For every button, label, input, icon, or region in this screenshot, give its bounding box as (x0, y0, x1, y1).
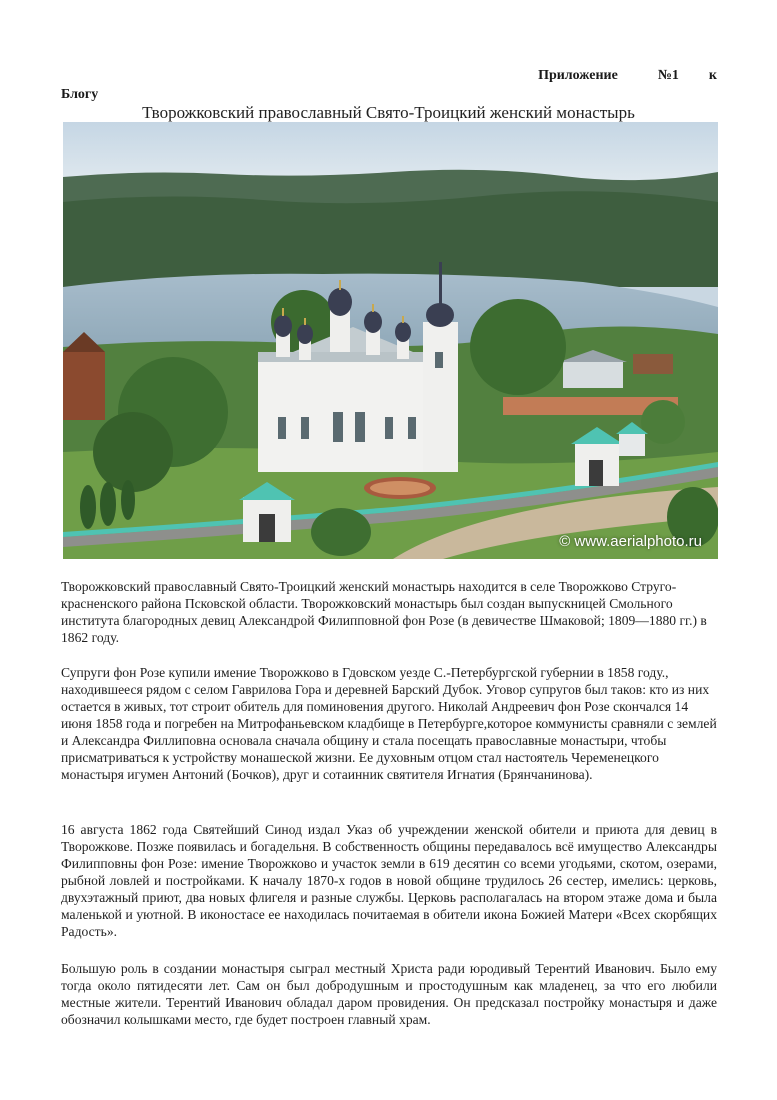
appendix-number: №1 (657, 68, 679, 83)
paragraph-2: Супруги фон Розе купили имение Творожково в Гдовском уезде С.-Петербургской губернии в 1858 году., находившееся рядом с селом Гаврилова Гора и деревней Барский Дубок. Уговор супругов был таков: кто из них остается в живых, тот строит обитель для поминовения другого. Николай Андреевич фон Розе скончался 14 июня 1858 года и погребен на Митрофаньевском кладбище в Петербурге,которое коммунисты сравняли с землей и Александра Филлиповна основала сначала общину и стала посещать православные монастыри, чтобы присматриваться к устройству монашеской жизни. Ее духовным отцом стал настоятель Череменецкого монастыря игумен Антоний (Бочков), друг и сотаинник святителя Игнатия (Брянчанинова). (61, 665, 717, 782)
document-title: Творожковский православный Свято-Троицкий женский монастырь (142, 103, 635, 122)
appendix-label (61, 68, 717, 84)
monastery-photo (63, 122, 718, 559)
appendix-blog-word: Блогу (61, 87, 99, 102)
photo-watermark: © www.aerialphoto.ru (559, 533, 702, 550)
appendix-word: Приложение (538, 68, 618, 83)
monastery-aerial-illustration (63, 122, 718, 559)
paragraph-3: 16 августа 1862 года Святейший Синод издал Указ об учреждении женской обители и приюта для девиц в Творожкове. Позже появилась и богадельня. В собственность общины передавалось всё имущество Александры Филипповны фон Розе: имение Творожково и участок земли в 619 десятин со всеми угодьями, скотом, озерами, рыбной ловлей и постройками. К началу 1870-х годов в новой общине трудилось 26 сестер, имелись: церковь, двухэтажный приют, два новых флигеля и разные службы. Церковь располагалась на втором этаже дома и была маленькой и уютной. В иконостасе ее находилась почитаемая в обители икона Божией Матери «Всех скорбящих Радость». (61, 822, 717, 939)
appendix-word: к (708, 68, 717, 83)
paragraph-1: Творожковский православный Свято-Троицкий женский монастырь находится в селе Творожково Струго-красненского района Псковской области. Творожковский монастырь был создан выпускницей Смольного института благородных девиц Александрой Филипповной фон Розе (в девичестве Шмаковой; 1809—1880 гг.) в 1862 году. (61, 579, 707, 645)
paragraph-4: Большую роль в создании монастыря сыграл местный Христа ради юродивый Терентий Иванович. Было ему тогда около пятидесяти лет. Сам он был добродушным и простодушным как младенец, за что его любили местные жители. Терентий Иванович обладал даром провидения. Он предсказал постройку монастыря и даже обозначил колышками место, где будет построен главный храм. (61, 961, 717, 1027)
